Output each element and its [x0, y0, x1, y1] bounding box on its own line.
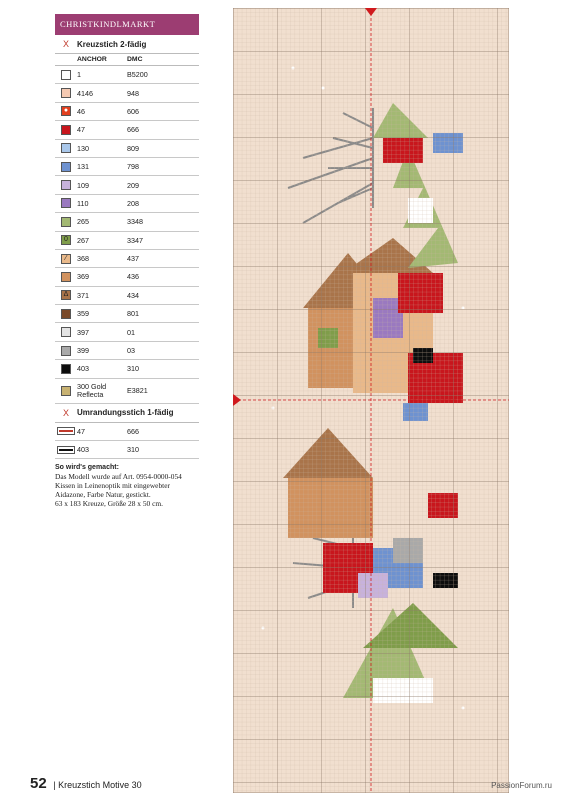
color-swatch — [61, 346, 71, 356]
footer-separator: | — [53, 780, 56, 790]
color-swatch — [61, 386, 71, 396]
anchor-number: 403 — [77, 364, 89, 374]
line-swatch — [57, 446, 75, 454]
anchor-number: 403 — [77, 445, 89, 455]
legend-row — [55, 195, 199, 213]
color-swatch — [61, 309, 71, 319]
instructions — [55, 463, 199, 508]
anchor-number: 399 — [77, 346, 89, 356]
section-cross-stitch — [55, 35, 199, 54]
line-swatch — [57, 427, 75, 435]
anchor-number: 47 — [77, 426, 85, 436]
anchor-number: 300 Gold Reflecta — [77, 381, 107, 399]
dmc-number: 3348 — [127, 217, 143, 227]
dmc-number: 666 — [127, 125, 139, 135]
anchor-number: 47 — [77, 125, 85, 135]
dmc-number: 666 — [127, 426, 139, 436]
legend-row — [55, 342, 199, 360]
color-swatch — [61, 198, 71, 208]
page-number: 52 — [30, 775, 47, 792]
magazine-title: Kreuzstich Motive 30 — [58, 780, 142, 790]
legend-column-headers — [55, 54, 199, 66]
color-legend — [55, 14, 199, 508]
col-dmc: DMC — [127, 56, 143, 63]
legend-row — [55, 213, 199, 231]
color-swatch — [61, 327, 71, 337]
dmc-number: 310 — [127, 445, 139, 455]
dmc-number: 948 — [127, 88, 139, 98]
color-swatch — [61, 364, 71, 374]
dmc-number: 310 — [127, 364, 139, 374]
anchor-number: 131 — [77, 162, 89, 172]
anchor-number: 130 — [77, 143, 89, 153]
color-swatch — [61, 143, 71, 153]
section-title: Umrandungsstich 1-fädig — [77, 408, 174, 418]
dmc-number: B5200 — [127, 70, 148, 80]
color-swatch — [61, 217, 71, 227]
anchor-number: 110 — [77, 198, 89, 208]
dmc-number: 606 — [127, 106, 139, 116]
dmc-number: 798 — [127, 162, 139, 172]
col-anchor: ANCHOR — [77, 56, 107, 63]
legend-row — [55, 121, 199, 139]
cross-mark-icon: X — [62, 39, 69, 49]
legend-row — [55, 379, 199, 404]
legend-row — [55, 360, 199, 378]
color-swatch — [61, 272, 71, 282]
color-swatch — [61, 162, 71, 172]
cross-stitch-chart — [233, 8, 509, 793]
dmc-number: 209 — [127, 180, 139, 190]
color-swatch: Δ — [61, 290, 71, 300]
legend-row — [55, 66, 199, 84]
cross-mark-icon: X — [62, 407, 69, 418]
section-title: Kreuzstich 2-fädig — [77, 39, 147, 49]
anchor-number: 369 — [77, 272, 89, 282]
anchor-number: 46 — [77, 106, 85, 116]
page-footer — [30, 775, 142, 792]
anchor-number: 368 — [77, 254, 89, 264]
color-swatch — [61, 88, 71, 98]
legend-row — [55, 305, 199, 323]
anchor-number: 265 — [77, 217, 89, 227]
anchor-number: 4146 — [77, 88, 93, 98]
anchor-number: 1 — [77, 70, 81, 80]
dmc-number: E3821 — [127, 386, 148, 396]
anchor-number: 371 — [77, 290, 89, 300]
legend-row-outline — [55, 441, 199, 459]
legend-row — [55, 268, 199, 286]
legend-row — [55, 287, 199, 305]
legend-row — [55, 250, 199, 268]
color-swatch — [61, 125, 71, 135]
dmc-number: 208 — [127, 198, 139, 208]
legend-row — [55, 176, 199, 194]
legend-row — [55, 232, 199, 250]
anchor-number: 109 — [77, 180, 89, 190]
color-swatch: 0 — [61, 235, 71, 245]
color-swatch — [61, 180, 71, 190]
legend-row — [55, 103, 199, 121]
dmc-number: 01 — [127, 327, 135, 337]
color-swatch: ⁄ — [61, 254, 71, 264]
anchor-number: 397 — [77, 327, 89, 337]
section-outline-stitch — [55, 404, 199, 423]
legend-title: CHRISTKINDLMARKT — [55, 14, 199, 35]
anchor-number: 359 — [77, 309, 89, 319]
instructions-heading: So wird's gemacht: — [55, 464, 119, 472]
dmc-number: 809 — [127, 143, 139, 153]
dmc-number: 801 — [127, 309, 139, 319]
color-swatch — [61, 70, 71, 80]
dmc-number: 437 — [127, 254, 139, 264]
dmc-number: 3347 — [127, 235, 143, 245]
dmc-number: 436 — [127, 272, 139, 282]
instructions-size: 63 x 183 Kreuze, Größe 28 x 50 cm. — [55, 498, 163, 508]
legend-row — [55, 158, 199, 176]
legend-row — [55, 140, 199, 158]
legend-row — [55, 84, 199, 102]
legend-row — [55, 323, 199, 341]
watermark: PassionForum.ru — [491, 781, 552, 790]
color-swatch: ● — [61, 106, 71, 116]
instructions-text: Das Modell wurde auf Art. 0954-0000-054 Kissen in Leinenoptik mit eingewebter Aidazone, Farbe Natur, gestickt. — [55, 472, 182, 499]
dmc-number: 434 — [127, 290, 139, 300]
legend-row-outline — [55, 423, 199, 441]
anchor-number: 267 — [77, 235, 89, 245]
dmc-number: 03 — [127, 346, 135, 356]
